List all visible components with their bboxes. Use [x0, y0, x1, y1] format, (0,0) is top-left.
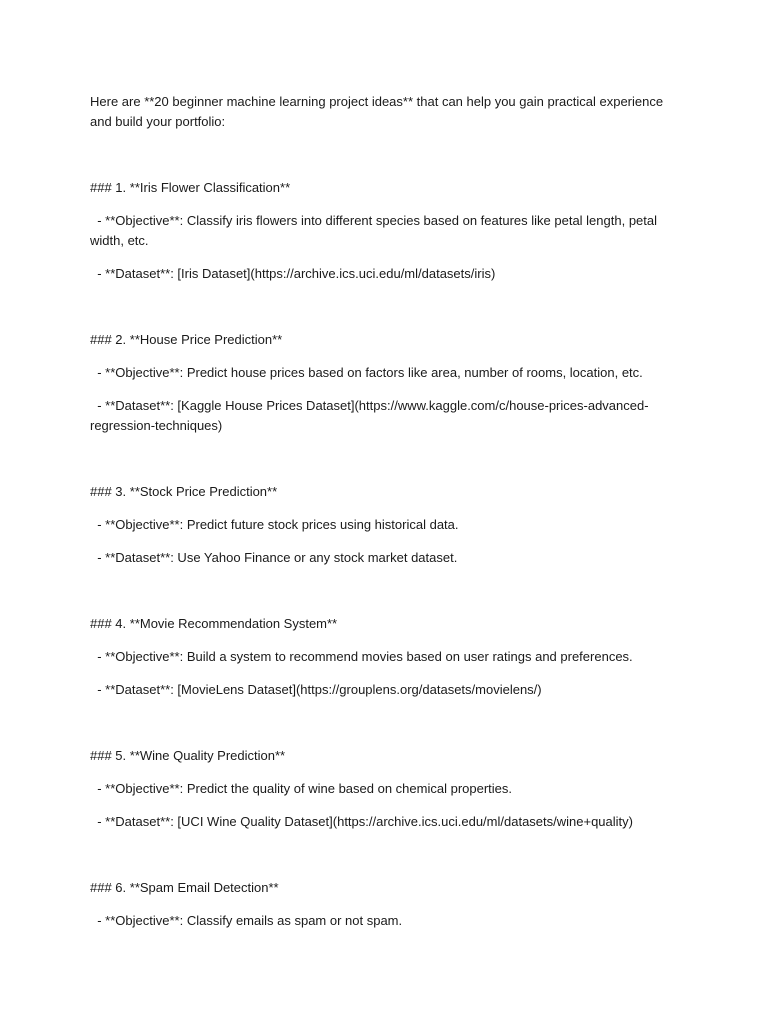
project-heading: ### 4. **Movie Recommendation System** [90, 616, 338, 631]
project-heading: ### 6. **Spam Email Detection** [90, 880, 279, 895]
project-section-1 [90, 178, 680, 284]
project-heading: ### 2. **House Price Prediction** [90, 332, 283, 347]
project-section-6 [90, 878, 680, 931]
project-dataset: - **Dataset**: [Kaggle House Prices Dataset](https://www.kaggle.com/c/house-prices-advanced-regression-techniques) [90, 398, 649, 433]
project-dataset: - **Dataset**: [UCI Wine Quality Dataset](https://archive.ics.uci.edu/ml/datasets/wine+quality) [97, 814, 633, 829]
project-dataset: - **Dataset**: Use Yahoo Finance or any stock market dataset. [97, 550, 458, 565]
project-dataset: - **Dataset**: [Iris Dataset](https://archive.ics.uci.edu/ml/datasets/iris) [97, 266, 496, 281]
project-heading: ### 3. **Stock Price Prediction** [90, 484, 278, 499]
project-section-5 [90, 746, 680, 832]
project-heading: ### 1. **Iris Flower Classification** [90, 180, 291, 195]
document-body [90, 92, 680, 977]
project-objective: - **Objective**: Build a system to recommend movies based on user ratings and preferences. [97, 649, 633, 664]
project-dataset: - **Dataset**: [MovieLens Dataset](https://grouplens.org/datasets/movielens/) [97, 682, 542, 697]
project-objective: - **Objective**: Predict house prices based on factors like area, number of rooms, location, etc. [97, 365, 643, 380]
project-objective: - **Objective**: Predict future stock prices using historical data. [97, 517, 459, 532]
project-heading: ### 5. **Wine Quality Prediction** [90, 748, 286, 763]
project-section-3 [90, 482, 680, 568]
project-objective: - **Objective**: Classify iris flowers into different species based on features like petal length, petal width, etc. [90, 213, 658, 248]
project-section-2 [90, 330, 680, 436]
project-section-4 [90, 614, 680, 700]
project-objective: - **Objective**: Classify emails as spam or not spam. [97, 913, 403, 928]
project-objective: - **Objective**: Predict the quality of wine based on chemical properties. [97, 781, 513, 796]
intro-paragraph: Here are **20 beginner machine learning project ideas** that can help you gain practical experience and build your portfolio: [90, 94, 664, 129]
